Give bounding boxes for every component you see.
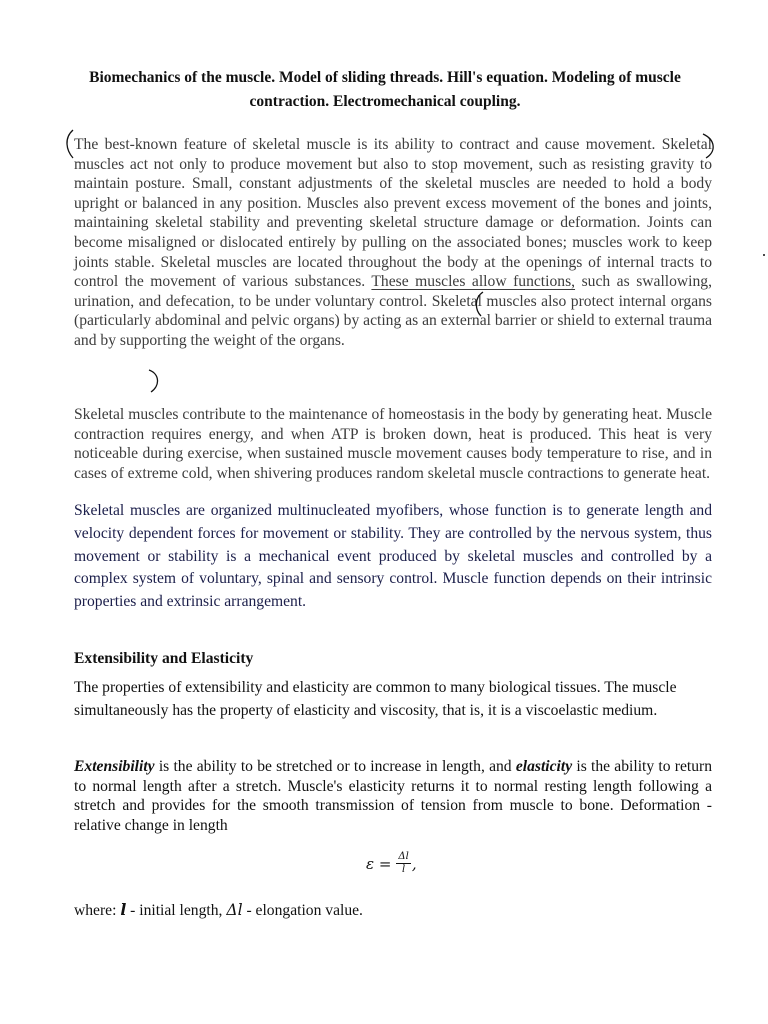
strain-formula xyxy=(366,851,417,876)
term-extensibility: Extensibility xyxy=(74,758,155,775)
open-bracket-mark-1 xyxy=(67,130,73,158)
document-title: Biomechanics of the muscle. Model of sliding threads. Hill's equation. Modeling of muscle contraction. Electromechanical coupling. xyxy=(89,69,681,110)
term-elasticity: elasticity xyxy=(515,758,573,775)
formula-denominator: l xyxy=(402,864,406,875)
formula-fraction xyxy=(396,851,410,876)
stray-dot-mark xyxy=(763,254,765,256)
para1-underlined-text: These muscles allow functions, xyxy=(371,273,576,291)
paragraph-skeletal-muscle-function xyxy=(74,135,712,351)
formula-legend xyxy=(74,900,363,920)
formula-numerator: Δl xyxy=(398,851,409,862)
paragraph-homeostasis: Skeletal muscles contribute to the maintenance of homeostasis in the body by generating heat. Muscle contraction requires energy, and when ATP is broken down, heat is produced. This heat is very noticeable during exercise, when sustained muscle movement causes body temperature to rise, and in cases of extreme cold, when shivering produces random skeletal muscle contractions to generate heat. xyxy=(74,406,712,482)
where-desc-elongation: - elongation value. xyxy=(242,902,363,919)
where-var-elongation: Δl xyxy=(226,901,243,919)
para5-text-2: is the ability to return to normal length after a stretch. Muscle's elasticity returns it to normal resting length following a stretch and provides for the smooth transmission of tension from muscle to bone. Deformation - relative change in length xyxy=(74,758,712,834)
paragraph-extensibility-definition xyxy=(74,757,712,835)
formula-trailing-comma: , xyxy=(411,854,417,873)
paragraph-viscoelastic: The properties of extensibility and elasticity are common to many biological tissues. The muscle simultaneously has the property of elasticity and viscosity, that is, it is a viscoelastic medium. xyxy=(74,679,677,719)
para1-text-a: The best-known feature of skeletal muscle is its ability to contract and cause movement. Skeletal muscles act not only to produce movement but also to stop movement, such as resisting gravity to maintain posture. Small, constant adjustments of the skeletal muscles are needed to hold a body upright or balanced in any position. Muscles also prevent excess movement of the bones and joints, maintaining skeletal stability and preventing skeletal structure damage or deformation. Joints can become misaligned or dislocated entirely by pulling on the associated bones; muscles work to keep joints stable. Skeletal muscles are located throughout the body at the openings of internal tracts to control the movement of various substances. xyxy=(74,136,712,291)
para1-text-c: such as swallowing, urination, and defecation, to be under voluntary control. Skeletal muscles also protect internal organs (particularly abdominal and pelvic organs) by acting as an external barrier or shield to external trauma and by supporting the weight of the organs. xyxy=(74,273,712,349)
formula-lhs: ε = xyxy=(366,854,392,873)
where-var-initial-length: l xyxy=(120,900,127,919)
para5-text-1: is the ability to be stretched or to increase in length, and xyxy=(154,758,516,775)
paragraph-myofibers: Skeletal muscles are organized multinucleated myofibers, whose function is to generate length and velocity dependent forces for movement or stability. They are controlled by the nervous system, thus movement or stability is a mechanical event produced by skeletal muscles and controlled by a complex system of voluntary, spinal and sensory control. Muscle function depends on their intrinsic properties and extrinsic arrangement. xyxy=(74,502,712,611)
section-heading-extensibility: Extensibility and Elasticity xyxy=(74,650,254,667)
where-label: where: xyxy=(74,902,121,919)
where-desc-initial-length: - initial length, xyxy=(126,902,227,919)
close-bracket-mark-2 xyxy=(149,370,158,392)
